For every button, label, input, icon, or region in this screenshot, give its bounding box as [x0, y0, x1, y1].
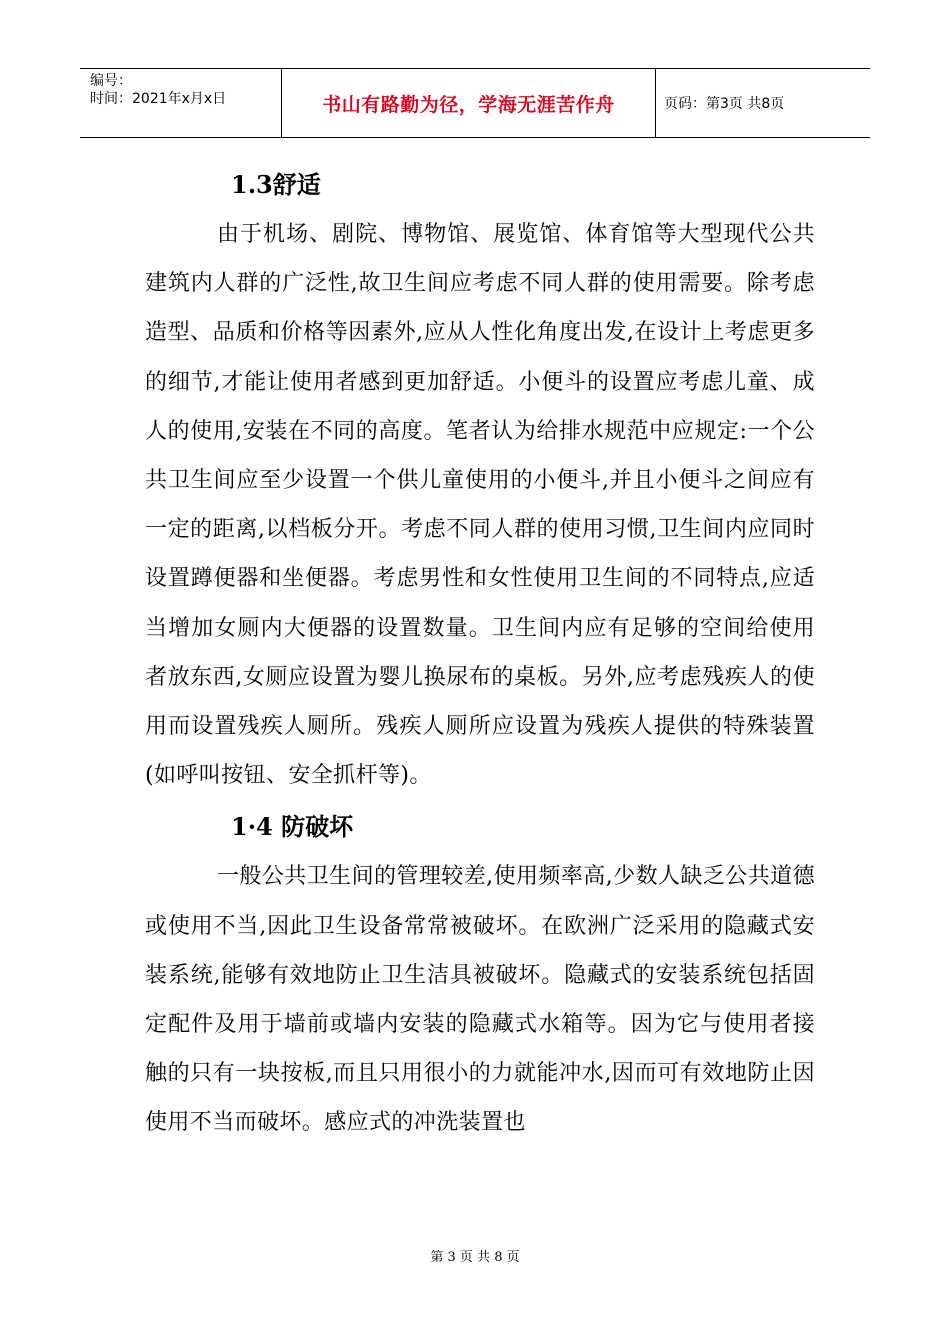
motto: 书山有路勤为径，学海无涯苦作舟: [322, 93, 615, 116]
page-footer: 第 3 页 共 8 页: [430, 1250, 520, 1265]
section-paragraph: 一般公共卫生间的管理较差,使用频率高,少数人缺乏公共道德或使用不当,因此卫生设备常常被破坏。在欧洲广泛采用的隐藏式安装系统,能够有效地防止卫生洁具被破坏。隐藏式的安装系统包括固定配件及用于墙前或墙内安装的隐藏式水箱等。因为它与使用者接触的只有一块按板,而且只用很小的力就能冲水,因而可有效地防止因使用不当而破坏。感应式的冲洗装置也: [145, 864, 815, 1136]
document-body: [145, 160, 815, 1148]
header-meta-cell: [80, 69, 282, 137]
section-paragraph: 由于机场、剧院、博物馆、展览馆、体育馆等大型现代公共建筑内人群的广泛性,故卫生间应考虑不同人群的使用需要。除考虑造型、品质和价格等因素外,应从人性化角度出发,在设计上考虑更多的细节,才能让使用者感到更加舒适。小便斗的设置应考虑儿童、成人的使用,安装在不同的高度。笔者认为给排水规范中应规定:一个公共卫生间应至少设置一个供儿童使用的小便斗,并且小便斗之间应有一定的距离,以档板分开。考虑不同人群的使用习惯,卫生间内应同时设置蹲便器和坐便器。考虑男性和女性使用卫生间的不同特点,应适当增加女厕内大便器的设置数量。卫生间内应有足够的空间给使用者放东西,女厕应设置为婴儿换尿布的桌板。另外,应考虑残疾人的使用而设置残疾人厕所。残疾人厕所应设置为残疾人提供的特殊装置(如呼叫按钮、安全抓杆等)。: [145, 222, 815, 789]
header-page-cell: [656, 69, 870, 137]
page-code: 页码：第3页 共8页: [664, 96, 785, 112]
time-label: 时间：2021年x月x日: [90, 91, 227, 107]
section-title: 1.3舒适: [231, 170, 321, 199]
header-motto-cell: [282, 69, 656, 137]
page-header: [80, 68, 870, 138]
section-title: 1·4 防破坏: [231, 812, 354, 842]
number-label: 编号：: [90, 73, 132, 89]
